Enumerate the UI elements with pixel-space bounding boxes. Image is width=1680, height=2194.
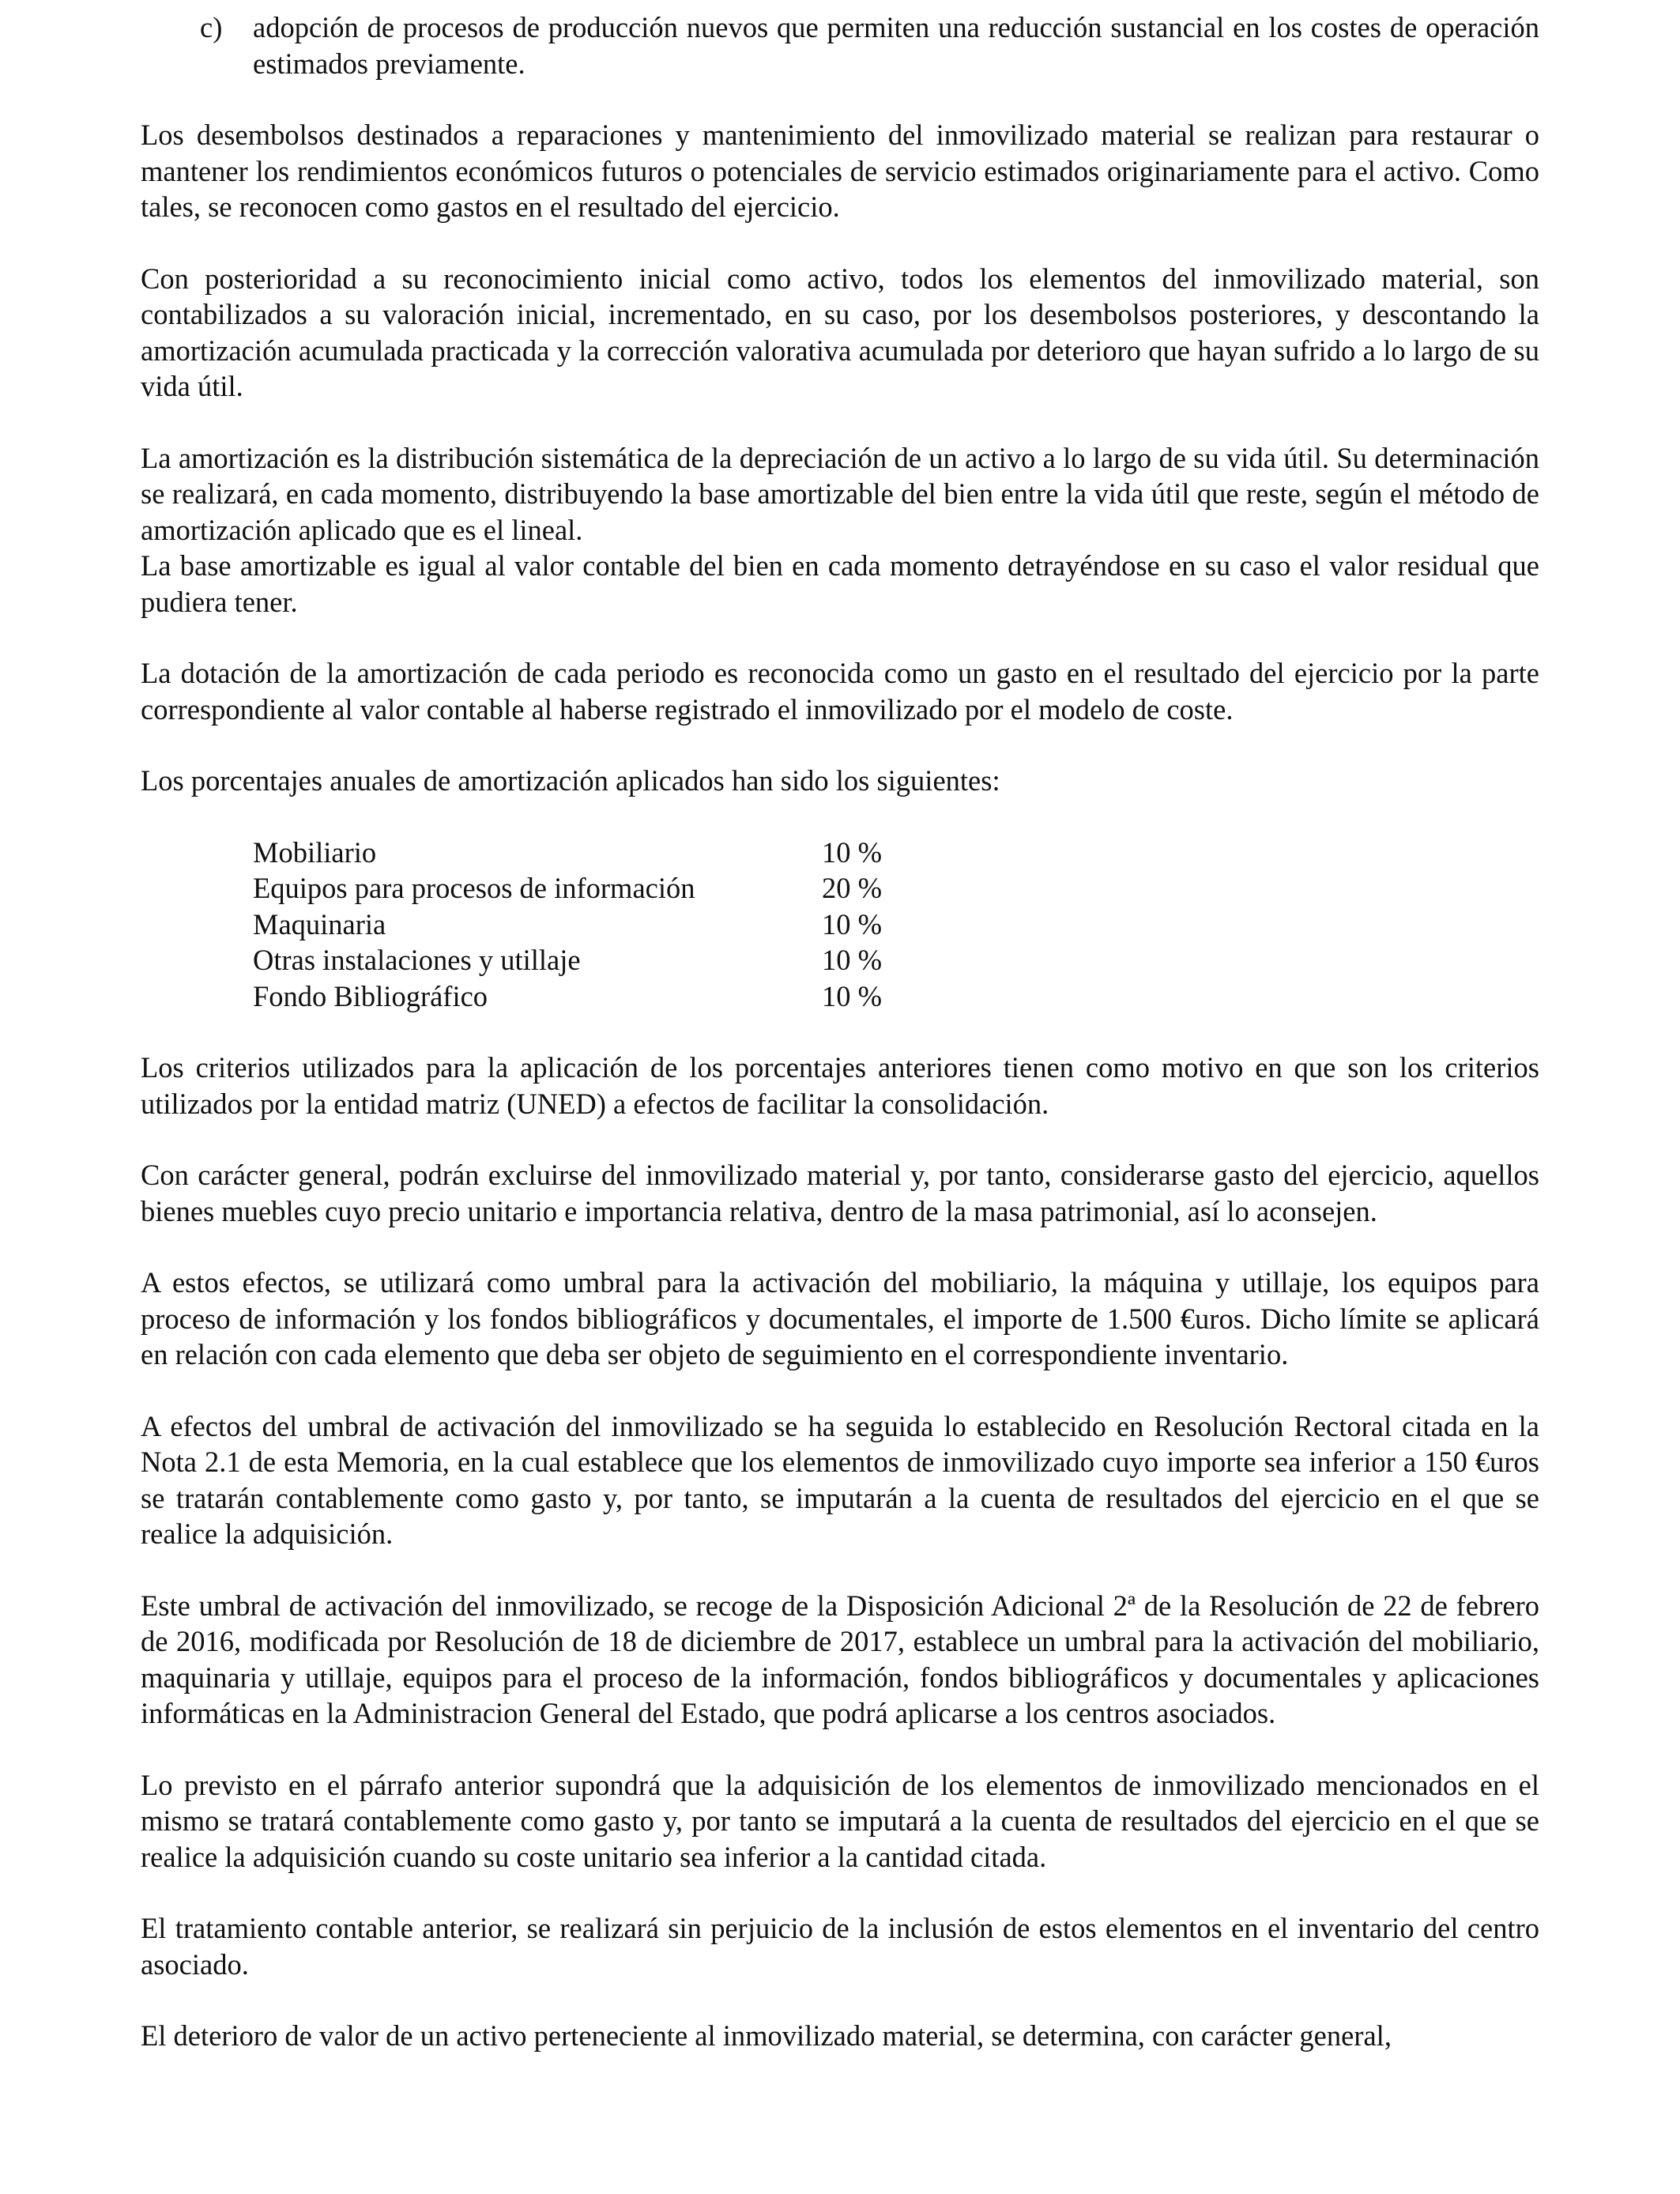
rate-item: Mobiliario xyxy=(253,835,377,869)
rate-value: 20 % xyxy=(822,872,883,904)
rate-item: Otras instalaciones y utillaje xyxy=(253,944,581,976)
paragraph-additional-provision: Este umbral de activación del inmovilizado, se recoge de la Disposición Adicional 2ª de la Resolución de 22 de febrero de 2016, modificada por Resolución de 18 de diciembre de 2017, establece un umbral para la activación del mobiliario, maquinaria y utillaje, equipos para el proceso de la información, fondos bibliográficos y documentales y aplicaciones informáticas en la Administracion General del Estado, que podrá aplicarse a los centros asociados. xyxy=(141,1589,1539,1729)
paragraph-activation-threshold: A estos efectos, se utilizará como umbral para la activación del mobiliario, la máquina y utillaje, los equipos para proceso de información y los fondos bibliográficos y documentales, el importe de 1.500 €uros. Dicho límite se aplicará en relación con cada elemento que deba ser objeto de seguimiento en el correspondiente inventario. xyxy=(141,1266,1539,1370)
paragraph-rates-intro: Los porcentajes anuales de amortización aplicados han sido los siguientes: xyxy=(141,764,1000,797)
paragraph-rectoral-resolution: A efectos del umbral de activación del inmovilizado se ha seguida lo establecido en Resolución Rectoral citada en la Nota 2.1 de esta Memoria, en la cual establece que los elementos de inmovilizado cuyo importe sea inferior a 150 €uros se tratarán contablemente como gasto y, por tanto, se imputarán a la cuenta de resultados del ejercicio en el que se realice la adquisición. xyxy=(141,1409,1539,1550)
list-marker: c) xyxy=(200,11,223,43)
rate-item: Equipos para procesos de información xyxy=(253,872,695,904)
rate-row xyxy=(253,835,1539,871)
paragraph-impairment: El deterioro de valor de un activo perteneciente al inmovilizado material, se determina, con carácter general, xyxy=(141,2019,1392,2052)
document-page xyxy=(141,0,1539,2054)
rate-value: 10 % xyxy=(822,979,883,1012)
paragraph-amortization-charge: La dotación de la amortización de cada periodo es reconocida como un gasto en el resultado del ejercicio por la parte correspondiente al valor contable al haberse registrado el inmovilizado por el modelo de coste. xyxy=(141,657,1539,726)
rate-value: 10 % xyxy=(822,907,883,941)
rate-item: Maquinaria xyxy=(253,907,386,941)
list-item-text: adopción de procesos de producción nuevos que permiten una reducción sustancial en los costes de operación estimados previamente. xyxy=(253,11,1539,80)
rate-item: Fondo Bibliográfico xyxy=(253,979,488,1012)
paragraph-amortization-definition: La amortización es la distribución sistemática de la depreciación de un activo a lo largo de su vida útil. Su determinación se realizará, en cada momento, distribuyendo la base amortizable del bien entre la vida útil que reste, según el método de amortización aplicado que es el lineal. xyxy=(141,441,1539,546)
rate-row xyxy=(253,942,1539,978)
paragraph-subsequent-valuation: Con posterioridad a su reconocimiento inicial como activo, todos los elementos del inmovilizado material, son contabilizados a su valoración inicial, incrementado, en su caso, por los desembolsos posteriores, y descontando la amortización acumulada practicada y la corrección valorativa acumulada por deterioro que hayan sufrido a lo largo de su vida útil. xyxy=(141,262,1539,402)
list-item-c xyxy=(141,9,1539,81)
paragraph-amortizable-base: La base amortizable es igual al valor contable del bien en cada momento detrayéndose en su caso el valor residual que pudiera tener. xyxy=(141,549,1539,618)
rate-value: 10 % xyxy=(822,944,883,976)
paragraph-exclusion: Con carácter general, podrán excluirse del inmovilizado material y, por tanto, considerarse gasto del ejercicio, aquellos bienes muebles cuyo precio unitario e importancia relativa, dentro de la masa patrimonial, así lo aconsejen. xyxy=(141,1159,1539,1227)
paragraph-criteria: Los criterios utilizados para la aplicación de los porcentajes anteriores tienen como motivo en que son los criterios utilizados por la entidad matriz (UNED) a efectos de facilitar la consolidación. xyxy=(141,1051,1539,1120)
paragraph-inventory: El tratamiento contable anterior, se realizará sin perjuicio de la inclusión de estos elementos en el inventario del centro asociado. xyxy=(141,1912,1539,1981)
rate-value: 10 % xyxy=(822,835,883,869)
amortization-rates-table xyxy=(253,835,1539,1015)
rate-row xyxy=(253,978,1539,1015)
paragraph-expense-treatment: Lo previsto en el párrafo anterior supondrá que la adquisición de los elementos de inmovilizado mencionados en el mismo se tratará contablemente como gasto y, por tanto se imputará a la cuenta de resultados del ejercicio en el que se realice la adquisición cuando su coste unitario sea inferior a la cantidad citada. xyxy=(141,1768,1539,1873)
paragraph-repairs: Los desembolsos destinados a reparaciones y mantenimiento del inmovilizado material se realizan para restaurar o mantener los rendimientos económicos futuros o potenciales de servicio estimados originariamente para el activo. Como tales, se reconocen como gastos en el resultado del ejercicio. xyxy=(141,119,1539,223)
rate-row xyxy=(253,870,1539,907)
rate-row xyxy=(253,907,1539,943)
